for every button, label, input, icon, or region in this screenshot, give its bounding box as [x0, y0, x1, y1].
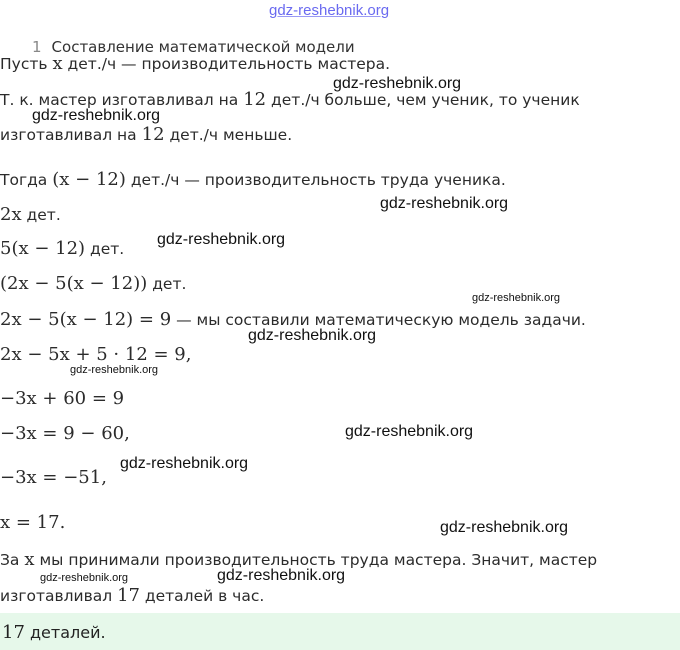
- equation-line-9: 2x − 5x + 5 · 12 = 9,: [0, 344, 192, 365]
- text-line-4: Тогда (x − 12) дет./ч — производительность труда ученика.: [0, 169, 506, 190]
- text-line-15: изготавливал 17 деталей в час.: [0, 585, 265, 606]
- watermark: gdz-reshebnik.org: [32, 107, 161, 124]
- answer-box: [0, 613, 680, 650]
- text-line-2: Т. к. мастер изготавливал на 12 дет./ч больше, чем ученик, то ученик: [0, 89, 580, 110]
- watermark: gdz-reshebnik.org: [217, 567, 346, 584]
- text-line-5: 2x дет.: [0, 204, 61, 225]
- watermark: gdz-reshebnik.org: [40, 572, 129, 584]
- text-line-6: 5(x − 12) дет.: [0, 238, 125, 259]
- section-heading: [0, 34, 680, 56]
- text-line-1: Пусть x дет./ч — производительность мастера.: [0, 53, 391, 74]
- watermark: gdz-reshebnik.org: [157, 231, 286, 248]
- watermark: gdz-reshebnik.org: [248, 327, 377, 344]
- heading-text: Составление математической модели: [51, 38, 355, 56]
- text-line-8: 2x − 5(x − 12) = 9 — мы составили математическую модель задачи.: [0, 309, 586, 330]
- text-line-3: изготавливал на 12 дет./ч меньше.: [0, 124, 293, 145]
- answer-text: 17 деталей.: [2, 622, 106, 643]
- equation-line-10: −3x + 60 = 9: [0, 388, 125, 409]
- watermark: gdz-reshebnik.org: [70, 364, 159, 376]
- equation-line-11: −3x = 9 − 60,: [0, 423, 130, 444]
- watermark: gdz-reshebnik.org: [345, 423, 474, 440]
- watermark: gdz-reshebnik.org: [440, 519, 569, 536]
- watermark: gdz-reshebnik.org: [380, 195, 509, 212]
- watermark: gdz-reshebnik.org: [472, 292, 561, 304]
- watermark-top[interactable]: gdz-reshebnik.org: [269, 2, 390, 19]
- text-line-14: За x мы принимали производительность труда мастера. Значит, мастер: [0, 549, 598, 570]
- equation-line-13: x = 17.: [0, 512, 66, 533]
- equation-line-12: −3x = −51,: [0, 467, 107, 488]
- watermark: gdz-reshebnik.org: [120, 455, 249, 472]
- watermark: gdz-reshebnik.org: [333, 75, 462, 92]
- heading-number: 1: [32, 38, 42, 56]
- text-line-7: (2x − 5(x − 12)) дет.: [0, 273, 187, 294]
